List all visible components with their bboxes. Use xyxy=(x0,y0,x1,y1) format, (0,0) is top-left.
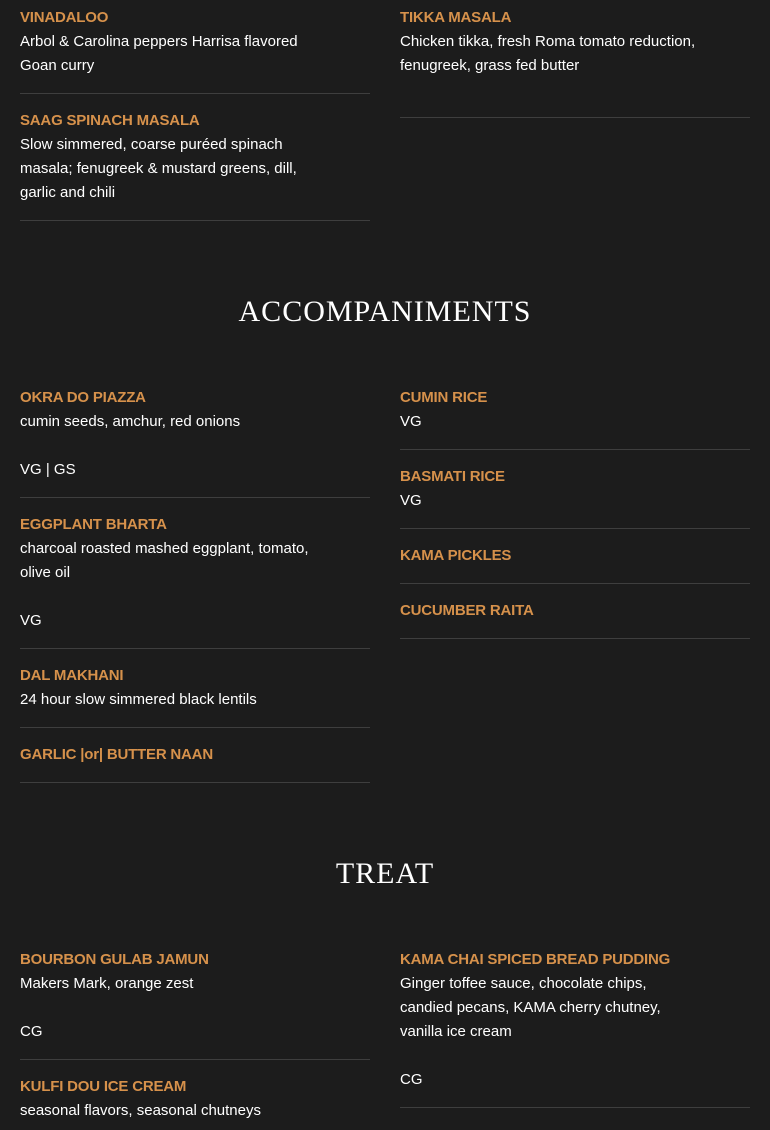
menu-item-kulfi-dou-ice-cream xyxy=(20,1075,370,1123)
menu-item-okra-do-piazza xyxy=(20,386,370,482)
item-name: CUMIN RICE xyxy=(400,389,488,406)
menu-item-saag-spinach-masala xyxy=(20,109,370,205)
item-name: KAMA PICKLES xyxy=(400,547,512,564)
menu-item-bourbon-gulab-jamun xyxy=(20,948,370,1044)
item-name: TIKKA MASALA xyxy=(400,9,512,26)
item-name: DAL MAKHANI xyxy=(20,667,124,684)
menu-item-kama-pickles xyxy=(400,544,750,568)
divider xyxy=(20,220,370,221)
item-description: Makers Mark, orange zest xyxy=(20,975,194,992)
item-name: KAMA CHAI SPICED BREAD PUDDING xyxy=(400,951,671,968)
divider xyxy=(400,1107,750,1108)
menu-item-eggplant-bharta xyxy=(20,513,370,633)
menu-item-basmati-rice xyxy=(400,465,750,513)
divider xyxy=(400,117,750,118)
item-description: charcoal roasted mashed eggplant, tomato, olive oil xyxy=(20,540,309,581)
item-description: Chicken tikka, fresh Roma tomato reduction, fenugreek, grass fed butter xyxy=(400,33,696,74)
divider xyxy=(20,497,370,498)
item-name: VINADALOO xyxy=(20,9,109,26)
divider xyxy=(20,727,370,728)
dietary-tag: VG | GS xyxy=(20,461,76,478)
divider xyxy=(20,782,370,783)
divider xyxy=(20,648,370,649)
menu-item-kama-chai-bread-pudding xyxy=(400,948,750,1092)
section-title-accompaniments: ACCOMPANIMENTS xyxy=(238,295,532,328)
divider xyxy=(400,638,750,639)
item-name: GARLIC |or| BUTTER NAAN xyxy=(20,746,213,763)
item-name: KULFI DOU ICE CREAM xyxy=(20,1078,187,1095)
item-description: Slow simmered, coarse puréed spinach masala; fenugreek & mustard greens, dill, garlic and chili xyxy=(20,136,297,201)
divider xyxy=(400,583,750,584)
item-name: EGGPLANT BHARTA xyxy=(20,516,167,533)
item-name: SAAG SPINACH MASALA xyxy=(20,112,200,129)
menu-item-tikka-masala xyxy=(400,6,750,78)
menu-item-garlic-butter-naan xyxy=(20,743,370,767)
divider xyxy=(400,528,750,529)
item-description: 24 hour slow simmered black lentils xyxy=(20,691,257,708)
item-name: BOURBON GULAB JAMUN xyxy=(20,951,209,968)
dietary-tag: VG xyxy=(20,612,42,629)
menu-item-cucumber-raita xyxy=(400,599,750,623)
dietary-tag: VG xyxy=(400,492,422,509)
divider xyxy=(20,93,370,94)
menu-item-vinadaloo xyxy=(20,6,370,78)
menu-item-dal-makhani xyxy=(20,664,370,712)
dietary-tag: VG xyxy=(400,413,422,430)
divider xyxy=(20,1059,370,1060)
item-description: Arbol & Carolina peppers Harrisa flavored Goan curry xyxy=(20,33,298,74)
dietary-tag: CG xyxy=(400,1071,423,1088)
dietary-tag: CG xyxy=(20,1023,43,1040)
item-name: CUCUMBER RAITA xyxy=(400,602,534,619)
menu-item-cumin-rice xyxy=(400,386,750,434)
item-name: OKRA DO PIAZZA xyxy=(20,389,146,406)
item-description: cumin seeds, amchur, red onions xyxy=(20,413,241,430)
item-description: seasonal flavors, seasonal chutneys xyxy=(20,1102,261,1119)
divider xyxy=(400,449,750,450)
item-description: Ginger toffee sauce, chocolate chips, candied pecans, KAMA cherry chutney, vanilla ice cream xyxy=(400,975,661,1040)
section-title-treat: TREAT xyxy=(335,857,435,890)
item-name: BASMATI RICE xyxy=(400,468,505,485)
